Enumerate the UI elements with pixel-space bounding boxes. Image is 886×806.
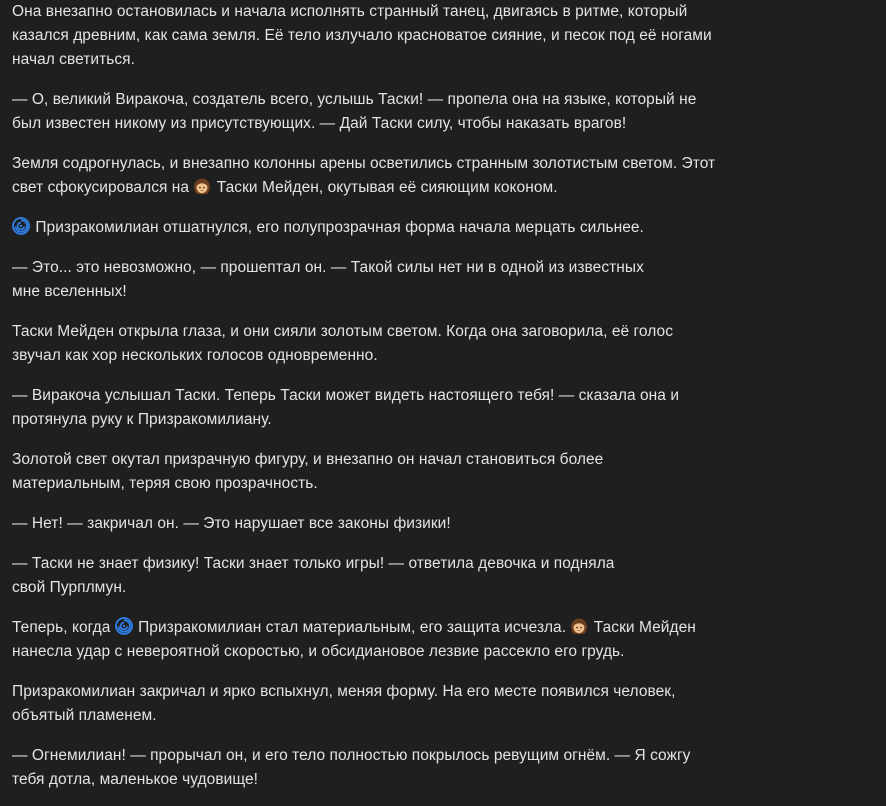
line: Таски Мейден открыла глаза, и они сияли золотым светом. Когда она заговорила, её голос (12, 323, 673, 340)
paragraph-1 (12, 0, 712, 72)
girl-emoji-icon (570, 617, 588, 635)
girl-emoji-icon (193, 177, 211, 195)
paragraph-2 (12, 88, 696, 136)
line: — О, великий Виракоча, создатель всего, услышь Таски! — пропела она на языке, который не (12, 91, 697, 108)
paragraph-12 (12, 680, 675, 728)
line: казался древним, как сама земля. Её тело излучало красноватое сияние, и песок под её ногами (12, 27, 712, 44)
paragraph-5 (12, 256, 644, 304)
line: нанесла удар с невероятной скоростью, и обсидиановое лезвие рассекло его грудь. (12, 643, 625, 660)
line: начал светиться. (12, 51, 135, 68)
paragraph-8 (12, 448, 603, 496)
paragraph-10 (12, 552, 614, 600)
line-part: свет сфокусировался на (12, 179, 194, 196)
line-part: Таски Мейден (589, 619, 696, 636)
line: Призракомилиан закричал и ярко вспыхнул, меняя форму. На его месте появился человек, (12, 683, 676, 700)
line: — Таски не знает физику! Таски знает только игры! — ответила девочка и подняла (12, 555, 615, 572)
line: — Виракоча услышал Таски. Теперь Таски может видеть настоящего тебя! — сказала она и (12, 387, 680, 404)
paragraph-13 (12, 744, 690, 792)
cyclone-emoji-icon (115, 617, 133, 635)
line: протянула руку к Призракомилиану. (12, 411, 272, 428)
line: объятый пламенем. (12, 707, 157, 724)
line: материальным, теряя свою прозрачность. (12, 475, 318, 492)
cyclone-emoji-icon (12, 217, 30, 235)
line: Золотой свет окутал призрачную фигуру, и внезапно он начал становиться более (12, 451, 604, 468)
line-part: Таски Мейден, окутывая её сияющим коконом. (212, 179, 558, 196)
line-part: Теперь, когда (12, 619, 115, 636)
line: звучал как хор нескольких голосов одновременно. (12, 347, 378, 364)
line: Призракомилиан отшатнулся, его полупрозрачная форма начала мерцать сильнее. (31, 219, 644, 236)
paragraph-6 (12, 320, 673, 368)
paragraph-7 (12, 384, 679, 432)
line: — Нет! — закричал он. — Это нарушает все законы физики! (12, 515, 451, 532)
line: Она внезапно остановилась и начала исполнять странный танец, двигаясь в ритме, который (12, 3, 688, 20)
line: был известен никому из присутствующих. — Дай Таски силу, чтобы наказать врагов! (12, 115, 627, 132)
line: Земля содрогнулась, и внезапно колонны арены осветились странным золотистым светом. Этот (12, 155, 716, 172)
line-part: Призракомилиан стал материальным, его защита исчезла. (133, 619, 571, 636)
paragraph-9 (12, 512, 451, 536)
line: — Огнемилиан! — прорычал он, и его тело полностью покрылось ревущим огнём. — Я сожгу (12, 747, 691, 764)
paragraph-4 (12, 216, 644, 240)
line: мне вселенных! (12, 283, 127, 300)
line: тебя дотла, маленькое чудовище! (12, 771, 258, 788)
paragraph-11 (12, 616, 696, 664)
line: — Это... это невозможно, — прошептал он. — Такой силы нет ни в одной из известных (12, 259, 644, 276)
paragraph-3 (12, 152, 715, 200)
line: свой Пурплмун. (12, 579, 127, 596)
